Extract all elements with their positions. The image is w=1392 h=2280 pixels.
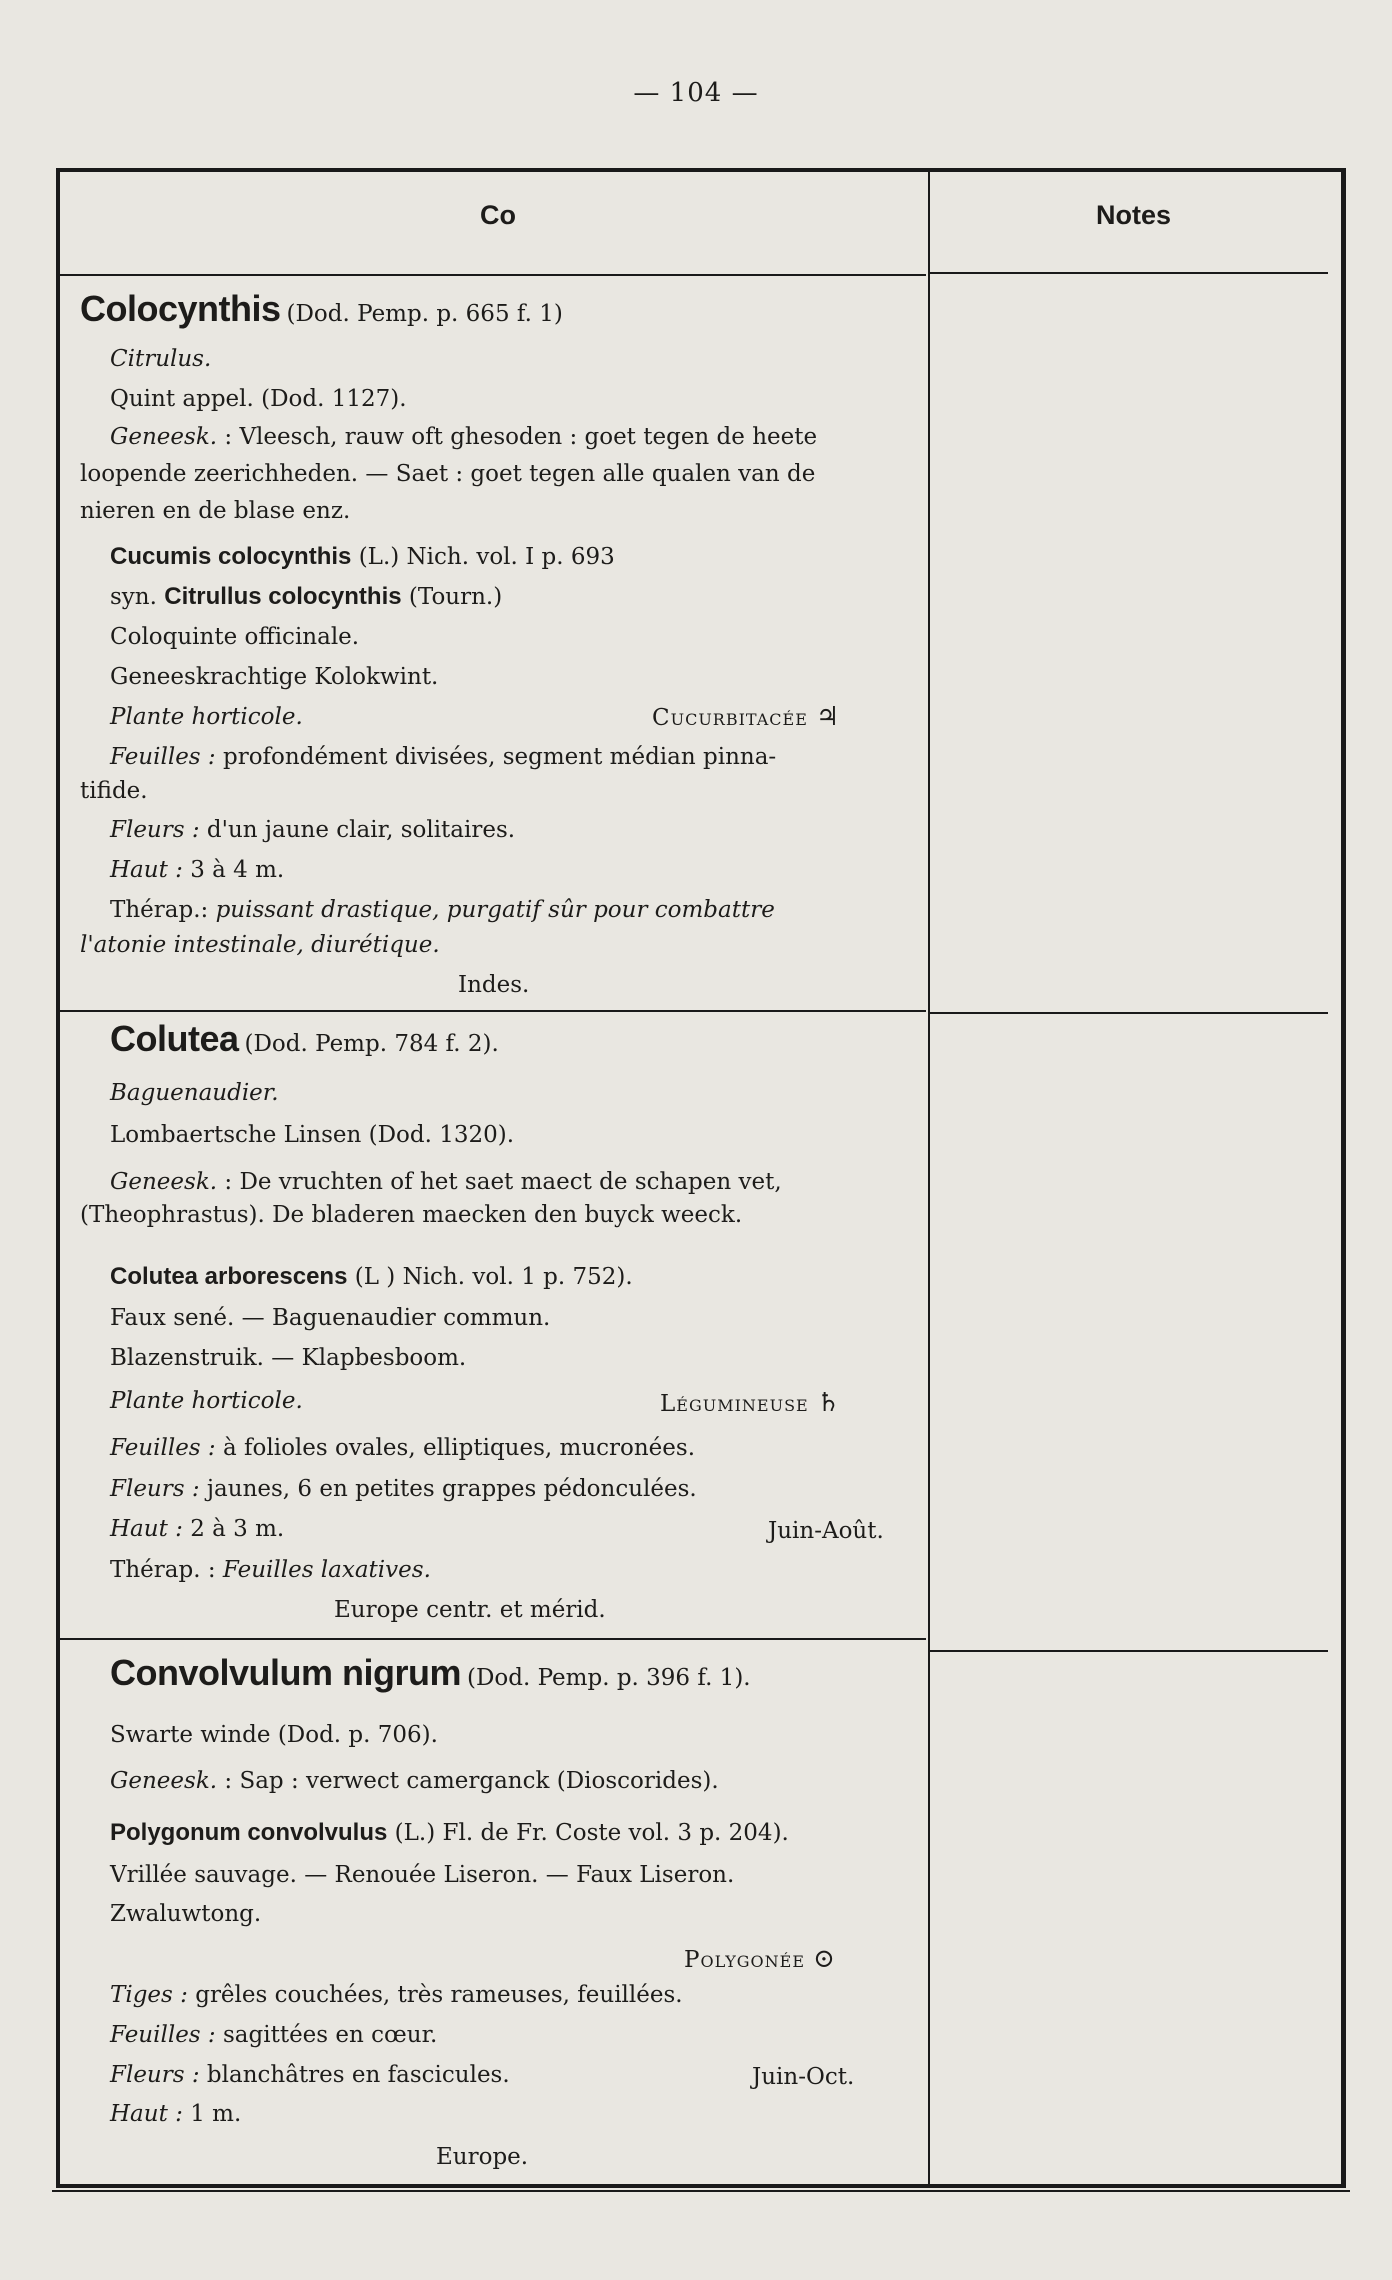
species-name: Colutea arborescens	[110, 1263, 348, 1290]
bottom-rule	[52, 2190, 1350, 2192]
line-text: grêles couchées, très rameuses, feuillées.	[187, 1982, 683, 2008]
annual-symbol-icon: ⊙	[813, 1944, 835, 1974]
entry-title: Convolvulum nigrum	[110, 1652, 461, 1693]
entry-line	[110, 1433, 695, 1463]
entry-line	[110, 1514, 284, 1544]
entry-line	[110, 1474, 697, 1504]
entry-line: l'atonie intestinale, diurétique.	[80, 932, 440, 958]
entry-line	[110, 895, 775, 925]
family-label	[660, 1388, 840, 1419]
entry-line: nieren en de blase enz.	[80, 498, 351, 524]
line-text: (Tourn.)	[401, 584, 503, 610]
line-text: sagittées en cœur.	[215, 2022, 438, 2048]
family-name: Cucurbitacée	[652, 705, 808, 731]
line-text: d'un jaune clair, solitaires.	[199, 817, 516, 843]
entry-line	[110, 1980, 683, 2010]
entry-title: Colocynthis	[80, 288, 281, 329]
entry-title-line	[80, 288, 563, 329]
entry-line	[110, 2099, 241, 2129]
species-name: Polygonum convolvulus	[110, 1819, 388, 1846]
flowering-season: Juin-Août.	[768, 1518, 884, 1544]
entry-separator-notes	[930, 1650, 1328, 1652]
entry-line	[110, 1766, 719, 1796]
line-text: (L ) Nich. vol. 1 p. 752).	[347, 1264, 633, 1290]
line-text: (L.) Nich. vol. I p. 693	[351, 544, 615, 570]
line-text: 2 à 3 m.	[182, 1516, 285, 1542]
origin: Europe centr. et mérid.	[334, 1597, 606, 1623]
line-label: Fleurs :	[110, 1476, 200, 1502]
shrub-symbol-icon: ♄	[816, 1388, 841, 1418]
origin: Indes.	[458, 972, 530, 998]
line-text: blanchâtres en fascicules.	[199, 2062, 510, 2088]
header-rule	[60, 274, 926, 276]
line-text: profondément divisées, segment médian pinna-	[215, 744, 777, 770]
line-label: Geneesk.	[110, 424, 218, 450]
line-label: Geneesk.	[110, 1169, 218, 1195]
entry-title-line	[110, 1652, 751, 1693]
entry-title-line	[110, 1018, 499, 1059]
perennial-symbol-icon: ♃	[815, 702, 840, 732]
entry-line: loopende zeerichheden. — Saet : goet tegen alle qualen van de	[80, 461, 816, 487]
entry-line	[110, 1555, 431, 1585]
line-label: Tiges :	[110, 1982, 188, 2008]
flowering-season: Juin-Oct.	[752, 2064, 855, 2090]
family-name: Polygonée	[684, 1947, 806, 1973]
entry-line: (Theophrastus). De bladeren maecken den buyck weeck.	[80, 1202, 743, 1228]
header-rule-notes	[930, 272, 1328, 274]
entry-line	[110, 542, 615, 572]
entry-line: Swarte winde (Dod. p. 706).	[110, 1722, 438, 1748]
line-label: Feuilles :	[110, 744, 216, 770]
entry-line: Citrulus.	[110, 346, 212, 372]
line-label: Haut :	[110, 857, 183, 883]
line-label: Feuilles :	[110, 2022, 216, 2048]
entry-line: Baguenaudier.	[110, 1080, 279, 1106]
column-divider	[928, 172, 930, 2186]
entry-line	[110, 1262, 633, 1292]
column-header-notes: Notes	[1096, 200, 1172, 230]
species-name: Citrullus colocynthis	[164, 583, 402, 610]
entry-title-ref: (Dod. Pemp. p. 665 f. 1)	[286, 301, 563, 327]
line-label: Geneesk.	[110, 1768, 218, 1794]
line-text: : Vleesch, rauw oft ghesoden : goet tegen de heete	[217, 424, 818, 450]
entry-title-ref: (Dod. Pemp. p. 396 f. 1).	[467, 1665, 751, 1691]
line-text: jaunes, 6 en petites grappes pédonculées.	[199, 1476, 697, 1502]
line-text: (L.) Fl. de Fr. Coste vol. 3 p. 204).	[387, 1820, 789, 1846]
origin: Europe.	[436, 2144, 529, 2170]
page-number: — 104 —	[633, 78, 759, 108]
line-text: 1 m.	[182, 2101, 242, 2127]
entry-line: Plante horticole.	[110, 1388, 303, 1414]
family-label	[652, 702, 839, 733]
column-header-co: Co	[480, 200, 516, 230]
entry-title: Colutea	[110, 1018, 239, 1059]
line-label: Haut :	[110, 2101, 183, 2127]
family-label	[684, 1944, 835, 1975]
line-text: puissant drastique, purgatif sûr pour combattre	[208, 897, 775, 923]
line-label: Fleurs :	[110, 817, 200, 843]
entry-title-ref: (Dod. Pemp. 784 f. 2).	[244, 1031, 499, 1057]
entry-line: Faux sené. — Baguenaudier commun.	[110, 1305, 551, 1331]
entry-line	[110, 582, 502, 612]
entry-line	[110, 742, 776, 772]
entry-line	[110, 1167, 782, 1197]
entry-line	[110, 815, 515, 845]
entry-line	[110, 855, 284, 885]
entry-line: Blazenstruik. — Klapbesboom.	[110, 1345, 467, 1371]
entry-separator-notes	[930, 1012, 1328, 1014]
entry-line: Vrillée sauvage. — Renouée Liseron. — Faux Liseron.	[110, 1862, 735, 1888]
line-label: Thérap. :	[110, 1557, 216, 1583]
entry-line: Plante horticole.	[110, 704, 303, 730]
line-text: à folioles ovales, elliptiques, mucronées.	[215, 1435, 696, 1461]
line-text: syn.	[110, 584, 165, 610]
entry-line	[110, 2060, 510, 2090]
entry-line: Lombaertsche Linsen (Dod. 1320).	[110, 1122, 515, 1148]
entry-line	[110, 1818, 789, 1848]
family-name: Légumineuse	[660, 1391, 809, 1417]
entry-line	[110, 422, 817, 452]
line-text: : Sap : verwect camerganck (Dioscorides).	[217, 1768, 719, 1794]
entry-line: Zwaluwtong.	[110, 1901, 262, 1927]
entry-separator	[60, 1638, 926, 1640]
line-label: Fleurs :	[110, 2062, 200, 2088]
species-name: Cucumis colocynthis	[110, 543, 352, 570]
entry-line: Quint appel. (Dod. 1127).	[110, 386, 407, 412]
line-text: Feuilles laxatives.	[215, 1557, 431, 1583]
line-label: Haut :	[110, 1516, 183, 1542]
entry-line: tifide.	[80, 778, 148, 804]
line-label: Thérap.:	[110, 897, 209, 923]
entry-line: Geneeskrachtige Kolokwint.	[110, 664, 439, 690]
entry-line	[110, 2020, 437, 2050]
entry-separator	[60, 1010, 926, 1012]
line-label: Feuilles :	[110, 1435, 216, 1461]
line-text: : De vruchten of het saet maect de schapen vet,	[217, 1169, 782, 1195]
line-text: 3 à 4 m.	[182, 857, 285, 883]
entry-line: Coloquinte officinale.	[110, 624, 360, 650]
